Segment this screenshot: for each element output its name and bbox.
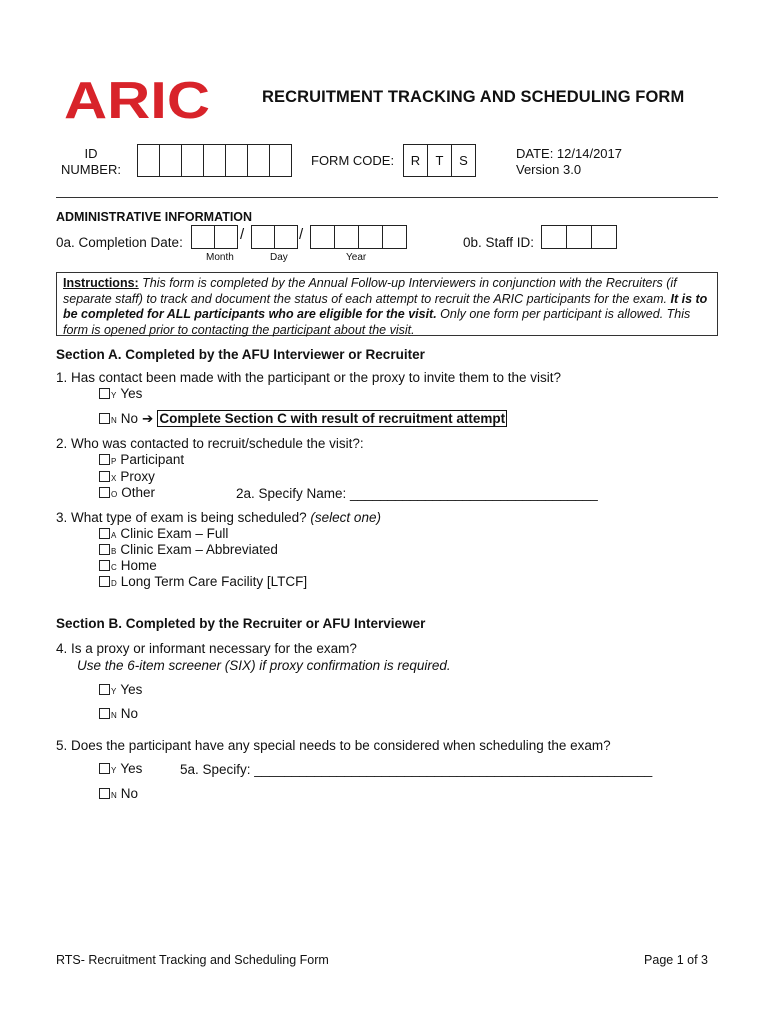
option-code: N [111,416,117,425]
checkbox[interactable] [99,788,110,799]
id-number-boxes [137,144,291,177]
checkbox[interactable] [99,388,110,399]
option-code: C [111,563,117,572]
skip-instruction: Complete Section C with result of recruitment attempt [159,411,506,426]
q2-option-other[interactable] [99,485,155,500]
question-2: 2. Who was contacted to recruit/schedule the visit?: [56,436,364,451]
option-code: P [111,457,117,466]
admin-heading: ADMINISTRATIVE INFORMATION [56,210,253,224]
form-code-label: FORM CODE: [311,153,395,168]
option-code: D [111,579,117,588]
id-number-label [56,146,126,178]
id-box[interactable] [225,144,248,177]
instructions-label: Instructions: [63,276,139,290]
id-box[interactable] [159,144,182,177]
date-slash: / [240,226,245,243]
footer-page-number: Page 1 of 3 [644,953,708,967]
q2-option-participant[interactable] [99,452,184,467]
year-box[interactable] [334,225,359,249]
form-code-letter: S [451,144,476,177]
date-version-block [516,146,622,178]
year-box[interactable] [310,225,335,249]
form-code-letter: R [403,144,428,177]
id-box[interactable] [181,144,204,177]
option-label: No [120,411,139,426]
year-boxes [310,225,406,249]
id-box[interactable] [247,144,270,177]
id-box[interactable] [269,144,292,177]
checkbox[interactable] [99,684,110,695]
q2a-specify-name[interactable]: 2a. Specify Name: _________________________________ [236,486,598,501]
arrow-right-icon: ➔ [142,410,154,426]
section-b-heading: Section B. Completed by the Recruiter or AFU Interviewer [56,616,426,631]
option-label: No [120,786,139,801]
form-code-letter: T [427,144,452,177]
option-code: B [111,547,117,556]
option-label: No [120,706,139,721]
checkbox[interactable] [99,528,110,539]
option-label: Yes [120,761,143,776]
instructions-bold: It is to be completed for ALL participants who are eligible for the visit. [63,291,708,322]
month-box[interactable] [214,225,238,249]
id-label-line1: ID [84,146,98,161]
q3-option-clinic-full[interactable] [99,526,228,541]
month-boxes [191,225,237,249]
day-boxes [251,225,297,249]
month-box[interactable] [191,225,215,249]
instructions-text-2: Only one form per participant is allowed. This form is opened prior to contacting the participant about the visit. [63,307,691,337]
q1-option-no[interactable] [99,410,507,427]
option-label: Yes [120,682,143,697]
instructions-text: This form is completed by the Annual Follow-up Interviewers in conjunction with the Recruiters (if separate staff) to track and document the status of each attempt to recruit the ARIC participants for the exam. [63,276,677,306]
day-caption: Day [270,252,288,263]
checkbox[interactable] [99,544,110,555]
question-3 [56,510,381,525]
option-code: Y [111,391,117,400]
year-caption: Year [346,252,367,263]
checkbox[interactable] [99,413,110,424]
day-box[interactable] [251,225,275,249]
q2-option-proxy[interactable] [99,469,155,484]
footer-form-name: RTS- Recruitment Tracking and Scheduling Form [56,953,329,967]
q5-option-no[interactable] [99,786,138,801]
checkbox[interactable] [99,576,110,587]
month-caption: Month [206,252,234,263]
option-code: X [111,474,117,483]
question-4-note: Use the 6-item screener (SIX) if proxy confirmation is required. [77,658,451,673]
question-5: 5. Does the participant have any special needs to be considered when scheduling the exam? [56,738,611,753]
aric-logo [64,78,210,120]
option-label: Participant [120,452,185,467]
checkbox[interactable] [99,763,110,774]
question-4: 4. Is a proxy or informant necessary for the exam? [56,641,357,656]
checkbox[interactable] [99,454,110,465]
q1-option-yes[interactable] [99,386,142,401]
option-label: Home [120,558,157,573]
q4-option-yes[interactable] [99,682,142,697]
option-label: Yes [120,386,143,401]
header-divider [56,197,718,198]
logo-text: ARIC [64,78,210,120]
date-slash: / [299,226,304,243]
checkbox[interactable] [99,471,110,482]
q3-option-home[interactable] [99,558,157,573]
staff-id-box[interactable] [541,225,567,249]
year-box[interactable] [358,225,383,249]
question-1: 1. Has contact been made with the participant or the proxy to invite them to the visit? [56,370,562,385]
form-title: RECRUITMENT TRACKING AND SCHEDULING FORM [262,88,685,106]
option-label: Clinic Exam – Abbreviated [120,542,278,557]
q3-option-ltcf[interactable] [99,574,307,589]
option-code: O [111,490,118,499]
staff-id-label: 0b. Staff ID: [463,235,535,250]
id-label-line2: NUMBER: [61,162,121,177]
form-date: DATE: 12/14/2017 [516,146,622,161]
q5a-specify[interactable]: 5a. Specify: _____________________________________________________ [180,762,653,777]
option-label: Long Term Care Facility [LTCF] [120,574,308,589]
checkbox[interactable] [99,560,110,571]
option-label: Other [121,485,155,500]
section-a-heading: Section A. Completed by the AFU Interviewer or Recruiter [56,347,425,362]
staff-id-box[interactable] [566,225,592,249]
option-code: Y [111,766,117,775]
option-code: N [111,791,117,800]
day-box[interactable] [274,225,298,249]
id-box[interactable] [203,144,226,177]
checkbox[interactable] [99,708,110,719]
option-label: Proxy [120,469,155,484]
q3-option-clinic-abbreviated[interactable] [99,542,278,557]
year-box[interactable] [382,225,407,249]
option-label: Clinic Exam – Full [120,526,229,541]
option-code: A [111,531,117,540]
q5-option-yes[interactable] [99,761,142,776]
q4-option-no[interactable] [99,706,138,721]
option-code: N [111,711,117,720]
staff-id-box[interactable] [591,225,617,249]
form-code-boxes [403,144,475,177]
checkbox[interactable] [99,487,110,498]
form-version: Version 3.0 [516,162,582,177]
id-box[interactable] [137,144,160,177]
instructions-box [56,272,718,336]
staff-id-boxes [541,225,616,249]
question-3-hint: (select one) [310,510,381,525]
question-3-text: 3. What type of exam is being scheduled? [56,510,307,525]
option-code: Y [111,687,117,696]
completion-date-label: 0a. Completion Date: [56,235,183,250]
